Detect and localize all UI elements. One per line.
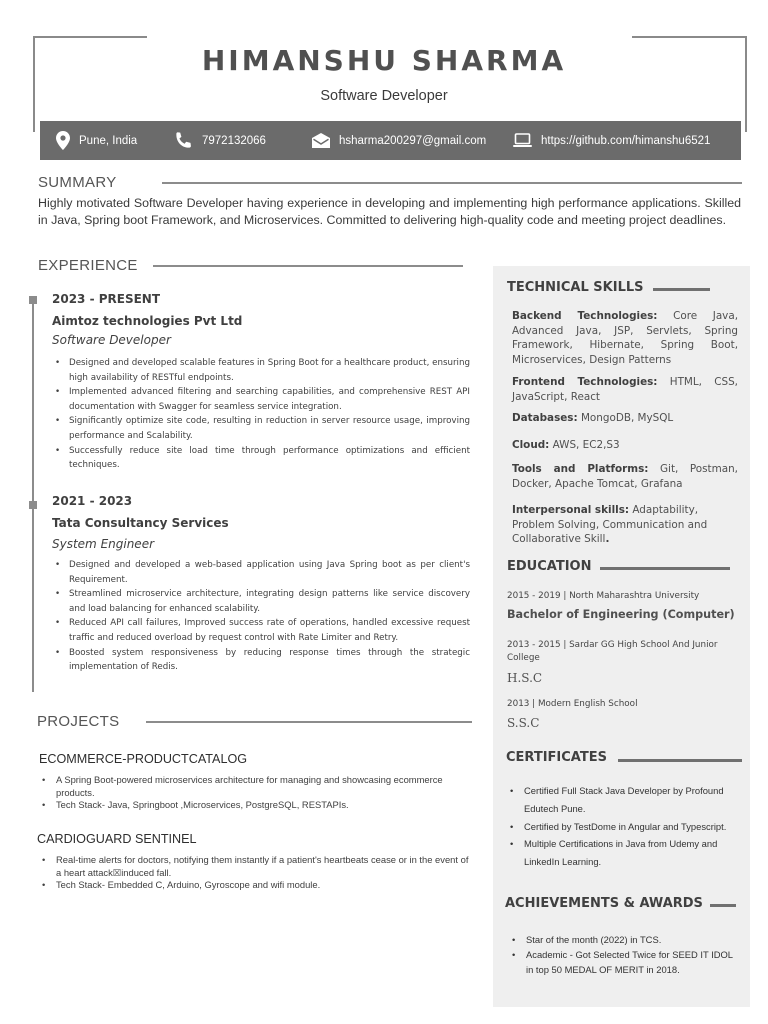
- list-item: • Significantly optimize site code, resulting in reduction in server resource usage, improving performance and Scalability.: [52, 414, 470, 443]
- github-link[interactable]: https://github.com/himanshu6521: [541, 134, 711, 147]
- projects-heading: PROJECTS: [37, 713, 120, 730]
- skill-value: HTML, CSS, JavaScript, React: [512, 376, 738, 403]
- job-company: Tata Consultancy Services: [52, 516, 229, 530]
- laptop-icon: [513, 133, 532, 148]
- job-role: Software Developer: [52, 333, 171, 347]
- education-rule: [600, 567, 730, 570]
- list-item: • Certified by TestDome in Angular and Typescript.: [507, 818, 747, 836]
- summary-rule: [162, 182, 742, 184]
- list-item: • Academic - Got Selected Twice for SEED IT IDOL in top 50 MEDAL OF MERIT in 2018.: [509, 948, 739, 978]
- contact-phone: [173, 121, 266, 160]
- skill-label: Databases:: [512, 412, 578, 424]
- list-item: • Tech Stack- Embedded C, Arduino, Gyroscope and wifi module.: [39, 879, 469, 892]
- education-degree: S.S.C: [507, 716, 540, 730]
- skill-value: Git, Postman, Docker, Apache Tomcat, Grafana: [512, 463, 738, 490]
- list-item: • Designed and developed a web-based application using Java Spring boot as per client's Requirement.: [52, 558, 470, 587]
- list-item: • Tech Stack- Java, Springboot ,Microservices, PostgreSQL, RESTAPIs.: [39, 799, 469, 812]
- job-bullets: [52, 356, 470, 473]
- list-item: • Boosted system responsiveness by reducing response times through the strategic implementation of Redis.: [52, 646, 470, 675]
- certificates-list: [507, 782, 747, 871]
- skill-label: Tools and Platforms:: [512, 463, 649, 475]
- list-item: • Streamlined microservice architecture, integrating design patterns like service discovery and load balancing for enhanced scalability.: [52, 587, 470, 616]
- experience-rule: [153, 265, 463, 267]
- job-date: 2023 - PRESENT: [52, 292, 161, 306]
- project-bullets: [39, 774, 469, 812]
- email-link[interactable]: hsharma200297@gmail.com: [339, 134, 487, 147]
- achievements-list: [509, 933, 739, 977]
- list-item: • Implemented advanced filtering and searching capabilities, and comprehensive REST API documentation with Swagger for seamless service integration.: [52, 385, 470, 414]
- list-item: • Reduced API call failures, Improved success rate of operations, handled excessive request traffic and reduced overload by request control with Rate Limiter and Retry.: [52, 616, 470, 645]
- skills-rule: [653, 288, 710, 291]
- summary-heading: SUMMARY: [38, 174, 117, 191]
- education-line: 2015 - 2019 | North Maharashtra University: [507, 591, 700, 601]
- experience-timeline: [32, 296, 34, 692]
- project-title: CARDIOGUARD SENTINEL: [37, 832, 197, 846]
- skill-label: Frontend Technologies:: [512, 376, 658, 388]
- header-frame-right-top: [632, 36, 747, 38]
- skill-value: Core Java, Advanced Java, JSP, Servlets, Spring Framework, Hibernate, Spring Boot, Microservices, Design Patterns: [512, 310, 739, 366]
- skill-interpersonal: [512, 503, 738, 547]
- skill-databases: [512, 411, 738, 426]
- location-text: Pune, India: [79, 134, 138, 147]
- contact-bar: [40, 121, 741, 160]
- education-line: 2013 | Modern English School: [507, 699, 638, 709]
- achievements-heading: ACHIEVEMENTS & AWARDS: [505, 896, 703, 911]
- contact-location: [56, 121, 137, 160]
- list-item: • Multiple Certifications in Java from Udemy and LinkedIn Learning.: [507, 835, 747, 871]
- skill-frontend: [512, 375, 738, 404]
- contact-github: [513, 121, 710, 160]
- phone-icon: [173, 131, 193, 151]
- email-envelope-icon: [312, 133, 330, 148]
- phone-text: 7972132066: [202, 134, 266, 147]
- skill-value: MongoDB, MySQL: [580, 412, 674, 424]
- education-degree: Bachelor of Engineering (Computer): [507, 608, 735, 621]
- list-item: • A Spring Boot-powered microservices architecture for managing and showcasing ecommerce products.: [39, 774, 469, 799]
- skill-label: Interpersonal skills:: [512, 504, 630, 516]
- skill-tools: [512, 462, 738, 491]
- achievements-rule: [710, 904, 736, 907]
- job-company: Aimtoz technologies Pvt Ltd: [52, 314, 243, 328]
- education-line: 2013 - 2015 | Sardar GG High School And Junior College: [507, 640, 718, 664]
- skills-heading: TECHNICAL SKILLS: [507, 280, 644, 295]
- timeline-marker: [29, 501, 37, 509]
- header-frame-left-top: [33, 36, 147, 38]
- skill-cloud: [512, 438, 738, 453]
- skill-value: AWS, EC2,S3: [552, 439, 620, 451]
- list-item: • Real-time alerts for doctors, notifying them instantly if a patient's heartbeats cease or in the event of a heart attack☒induced fall.: [39, 854, 469, 879]
- education-degree: H.S.C: [507, 671, 543, 685]
- list-item: • Designed and developed scalable features in Spring Boot for a healthcare product, ensuring high availability of RESTful endpoints.: [52, 356, 470, 385]
- skill-label: Backend Technologies:: [512, 310, 658, 322]
- candidate-title: Software Developer: [320, 88, 448, 104]
- job-bullets: [52, 558, 470, 675]
- list-item: • Successfully reduce site load time through performance optimizations and efficient techniques.: [52, 444, 470, 473]
- location-pin-icon: [56, 131, 70, 150]
- experience-heading: EXPERIENCE: [38, 257, 138, 274]
- list-item: • Certified Full Stack Java Developer by Profound Edutech Pune.: [507, 782, 747, 818]
- skill-label: Cloud:: [512, 439, 550, 451]
- contact-email: [312, 121, 486, 160]
- job-role: System Engineer: [52, 537, 155, 551]
- job-date: 2021 - 2023: [52, 494, 133, 508]
- skill-value: Adaptability, Problem Solving, Communication and Collaborative Skill: [512, 504, 708, 546]
- project-title: ECOMMERCE-PRODUCTCATALOG: [39, 752, 248, 766]
- education-heading: EDUCATION: [507, 559, 592, 574]
- certificates-rule: [618, 759, 742, 762]
- projects-rule: [146, 721, 472, 723]
- summary-text: Highly motivated Software Developer having experience in developing and implementing high performance applications. Skilled in Java, Spring boot Framework, and Microservices. Committed to delivering high-quality code and meeting project deadlines.: [38, 196, 741, 227]
- timeline-marker: [29, 296, 37, 304]
- skill-backend: [512, 309, 738, 367]
- list-item: • Star of the month (2022) in TCS.: [509, 933, 739, 948]
- candidate-name: HIMANSHU SHARMA: [201, 44, 567, 77]
- certificates-heading: CERTIFICATES: [506, 750, 607, 765]
- project-bullets: [39, 854, 469, 892]
- skill-end-mark: .: [605, 533, 610, 546]
